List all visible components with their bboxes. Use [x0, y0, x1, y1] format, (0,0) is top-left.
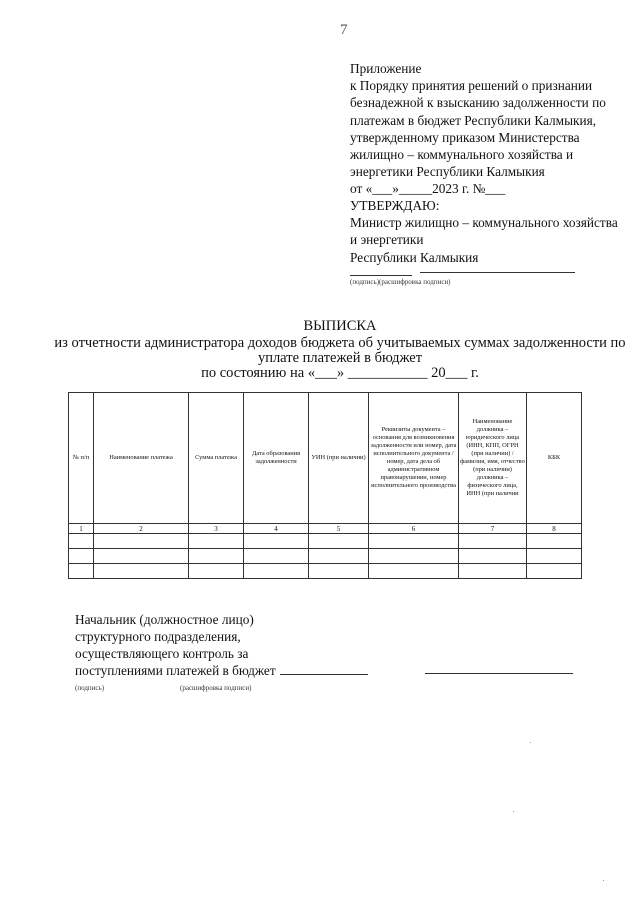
appendix-line: Приложение — [350, 61, 422, 76]
column-number: 6 — [369, 524, 459, 534]
statement-table — [68, 392, 582, 579]
chief-signature-line — [280, 664, 368, 675]
approval-heading: УТВЕРЖДАЮ: — [350, 198, 440, 213]
appendix-line: к Порядку принятия решений о признании — [350, 78, 593, 94]
column-number: 5 — [309, 524, 369, 534]
table-cell — [459, 534, 527, 549]
column-number: 3 — [189, 524, 244, 534]
table-cell — [459, 549, 527, 564]
appendix-line: жилищно – коммунального хозяйства и — [350, 147, 574, 163]
appendix-date-line: от «___»_____2023 г. №___ — [350, 181, 506, 197]
table-cell — [459, 564, 527, 579]
table-row — [69, 549, 582, 564]
table-cell — [69, 564, 94, 579]
chief-line: Начальник (должностное лицо) — [75, 612, 254, 627]
column-number: 1 — [69, 524, 94, 534]
column-header: УИН (при наличии) — [309, 393, 369, 524]
appendix-line: безнадежной к взысканию задолженности по — [350, 95, 606, 111]
column-number: 8 — [527, 524, 582, 534]
table-cell — [527, 534, 582, 549]
table-cell — [369, 564, 459, 579]
table-cell — [69, 534, 94, 549]
table-cell — [189, 564, 244, 579]
table-cell — [369, 549, 459, 564]
chief-line: структурного подразделения, — [75, 629, 241, 644]
column-header: Наименование платежа — [94, 393, 189, 524]
table-cell — [189, 549, 244, 564]
document-subtitle: уплате платежей в бюджет — [257, 350, 423, 366]
appendix-line: энергетики Республики Калмыкия — [350, 164, 545, 180]
column-header: Реквизиты документа – основания для возникновения задолженности или номер, дата исполнительного документа / номер, дата дела об административном правонарушении, номер исполнительного производства — [369, 393, 459, 524]
scan-speck — [603, 880, 604, 881]
document-subtitle: из отчетности администратора доходов бюджета об учитываемых суммах задолженности по — [54, 335, 626, 351]
document-date-line: по состоянию на «___» ___________ 20___ г. — [201, 365, 479, 381]
document-title: ВЫПИСКА — [303, 318, 377, 334]
chief-line: осуществляющего контроль за — [75, 646, 249, 661]
table-cell — [244, 549, 309, 564]
table-cell — [369, 534, 459, 549]
table-header-row — [69, 393, 582, 524]
table-cell — [244, 564, 309, 579]
column-number: 7 — [459, 524, 527, 534]
chief-signature-block — [75, 611, 368, 679]
chief-line-last — [75, 662, 368, 679]
signature-decoding-line — [420, 272, 575, 273]
column-number-row — [69, 524, 582, 534]
table-cell — [94, 549, 189, 564]
scan-speck — [530, 742, 531, 743]
table-cell — [189, 534, 244, 549]
chief-signature-caption: (подпись) — [75, 684, 105, 692]
approval-block — [350, 197, 630, 266]
approval-line: Республики Калмыкия — [350, 249, 479, 265]
table-cell — [527, 549, 582, 564]
table-cell — [309, 564, 369, 579]
chief-decoding-line — [425, 673, 573, 674]
column-number: 4 — [244, 524, 309, 534]
column-header: Наименование должника – юридического лица (ИНН, КПП, ОГРН (при наличии) / фамилия, имя, отчество (при наличии) должника – физического лица, ИНН (при наличии — [459, 393, 527, 524]
column-header: КБК — [527, 393, 582, 524]
table-row — [69, 564, 582, 579]
table-cell — [244, 534, 309, 549]
table-cell — [309, 534, 369, 549]
column-number: 2 — [94, 524, 189, 534]
table-cell — [527, 564, 582, 579]
scan-speck — [513, 811, 514, 812]
column-header: Дата образования задолженности — [244, 393, 309, 524]
table-cell — [309, 549, 369, 564]
chief-decoding-caption: (расшифровка подписи) — [180, 684, 252, 692]
appendix-line: платежам в бюджет Республики Калмыкия, — [350, 112, 597, 128]
approval-line: и энергетики — [350, 232, 424, 248]
column-header: № п/п — [69, 393, 94, 524]
table-cell — [94, 534, 189, 549]
signature-caption: (подпись)(расшифровка подписи) — [350, 278, 451, 286]
appendix-block — [350, 60, 620, 198]
appendix-line: утвержденному приказом Министерства — [350, 129, 580, 145]
approval-line: Министр жилищно – коммунального хозяйства — [350, 215, 618, 231]
page-number: 7 — [340, 22, 348, 38]
table-cell — [94, 564, 189, 579]
chief-line: поступлениями платежей в бюджет — [75, 663, 276, 678]
signature-line — [350, 275, 412, 276]
table-cell — [69, 549, 94, 564]
column-header: Сумма платежа — [189, 393, 244, 524]
table-row — [69, 534, 582, 549]
